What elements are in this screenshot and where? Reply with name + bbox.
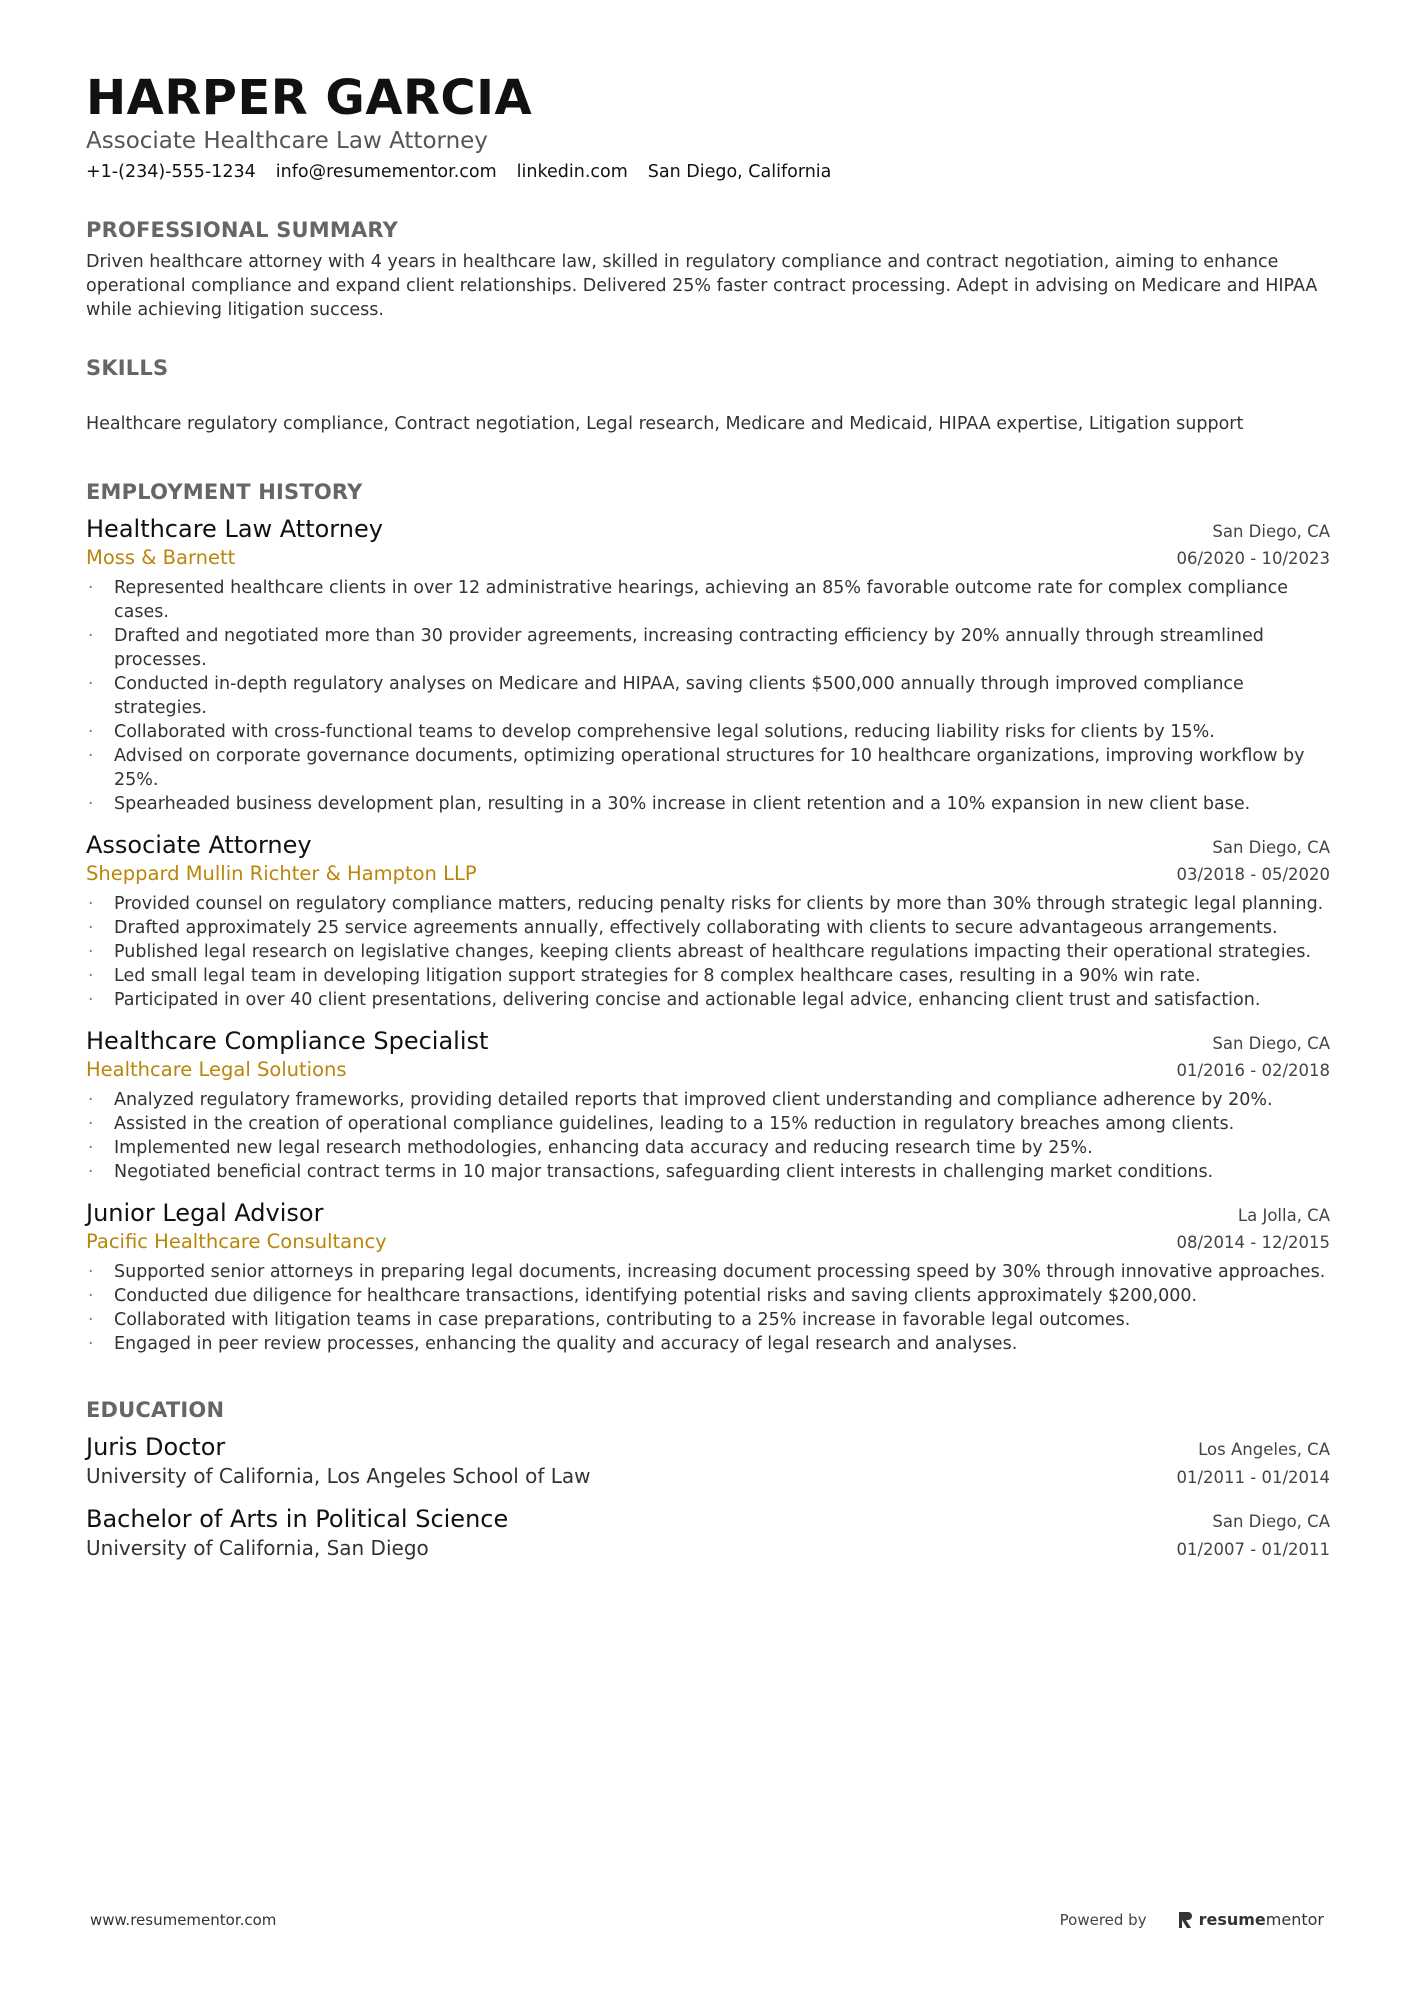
edu-header-row xyxy=(86,1504,1330,1534)
job-bullet: · Implemented new legal research methodologies, enhancing data accuracy and reducing research time by 25%. xyxy=(86,1136,1330,1160)
job-bullets xyxy=(86,892,1330,1012)
job-company: Pacific Healthcare Consultancy xyxy=(86,1230,387,1253)
job-company: Moss & Barnett xyxy=(86,546,236,569)
edu-dates: 01/2011 - 01/2014 xyxy=(1176,1468,1330,1487)
edu-location: San Diego, CA xyxy=(1212,1512,1330,1531)
candidate-name: HARPER GARCIA xyxy=(86,70,533,126)
job-bullet: · Supported senior attorneys in preparing legal documents, increasing document processing speed by 30% through innovative approaches. xyxy=(86,1260,1330,1284)
job-dates: 06/2020 - 10/2023 xyxy=(1176,549,1330,568)
job-location: San Diego, CA xyxy=(1212,522,1330,541)
job-bullet: · Engaged in peer review processes, enhancing the quality and accuracy of legal research and analyses. xyxy=(86,1332,1330,1356)
resumementor-logo-icon xyxy=(1177,1911,1193,1929)
contact-line xyxy=(86,160,1330,184)
jobs-list xyxy=(86,514,1330,1356)
skills-text: Healthcare regulatory compliance, Contract negotiation, Legal research, Medicare and Medicaid, HIPAA expertise, Litigation support xyxy=(86,414,1244,434)
resume-header xyxy=(86,70,1330,184)
contact-phone: +1-(234)-555-1234 xyxy=(86,162,256,182)
summary-section xyxy=(86,216,1330,322)
contact-linkedin[interactable]: linkedin.com xyxy=(516,162,628,182)
job-bullet: · Provided counsel on regulatory compliance matters, reducing penalty risks for clients by more than 30% through strategic legal planning. xyxy=(86,892,1330,916)
edu-school-row xyxy=(86,1462,1330,1490)
job-bullets xyxy=(86,576,1330,816)
job-company-row xyxy=(86,1056,1330,1084)
job-bullets xyxy=(86,1088,1330,1184)
brand-name-light: mentor xyxy=(1265,1910,1324,1929)
job-company-row xyxy=(86,860,1330,888)
section-title-skills: SKILLS xyxy=(86,356,169,380)
brand-logo[interactable] xyxy=(1177,1910,1324,1929)
brand-name-bold: resume xyxy=(1198,1910,1266,1929)
job-bullets xyxy=(86,1260,1330,1356)
job-header-row xyxy=(86,514,1330,544)
page-footer xyxy=(90,1910,1324,1929)
education-section xyxy=(86,1396,1330,1562)
education-entry xyxy=(86,1504,1330,1562)
candidate-title: Associate Healthcare Law Attorney xyxy=(86,128,488,154)
job-bullet: · Collaborated with cross-functional teams to develop comprehensive legal solutions, reducing liability risks for clients by 15%. xyxy=(86,720,1330,744)
edu-header-row xyxy=(86,1432,1330,1462)
job-title: Healthcare Compliance Specialist xyxy=(86,1027,489,1055)
edu-degree: Bachelor of Arts in Political Science xyxy=(86,1505,509,1533)
job-company-row xyxy=(86,544,1330,572)
job-company: Sheppard Mullin Richter & Hampton LLP xyxy=(86,862,477,885)
job-bullet: · Represented healthcare clients in over 12 administrative hearings, achieving an 85% favorable outcome rate for complex compliance cases. xyxy=(86,576,1330,624)
job-title: Healthcare Law Attorney xyxy=(86,515,383,543)
job-dates: 01/2016 - 02/2018 xyxy=(1176,1061,1330,1080)
job-dates: 03/2018 - 05/2020 xyxy=(1176,865,1330,884)
job-bullet: · Collaborated with litigation teams in case preparations, contributing to a 25% increase in favorable legal outcomes. xyxy=(86,1308,1330,1332)
job-location: San Diego, CA xyxy=(1212,838,1330,857)
education-list xyxy=(86,1432,1330,1562)
footer-website[interactable]: www.resumementor.com xyxy=(90,1910,277,1929)
job-entry xyxy=(86,1026,1330,1184)
job-bullet: · Spearheaded business development plan, resulting in a 30% increase in client retention and a 10% expansion in new client base. xyxy=(86,792,1330,816)
job-company-row xyxy=(86,1228,1330,1256)
edu-school: University of California, Los Angeles School of Law xyxy=(86,1464,591,1488)
powered-by-label: Powered by xyxy=(1059,1910,1147,1929)
job-bullet: · Drafted and negotiated more than 30 provider agreements, increasing contracting efficiency by 20% annually through streamlined processes. xyxy=(86,624,1330,672)
job-bullet: · Assisted in the creation of operational compliance guidelines, leading to a 15% reduction in regulatory breaches among clients. xyxy=(86,1112,1330,1136)
job-location: San Diego, CA xyxy=(1212,1034,1330,1053)
edu-location: Los Angeles, CA xyxy=(1198,1440,1330,1459)
job-bullet: · Negotiated beneficial contract terms in 10 major transactions, safeguarding client interests in challenging market conditions. xyxy=(86,1160,1330,1184)
job-header-row xyxy=(86,1198,1330,1228)
job-entry xyxy=(86,1198,1330,1356)
contact-email[interactable]: info@resumementor.com xyxy=(275,162,497,182)
job-header-row xyxy=(86,830,1330,860)
job-bullet: · Conducted due diligence for healthcare transactions, identifying potential risks and saving clients approximately $200,000. xyxy=(86,1284,1330,1308)
section-title-summary: PROFESSIONAL SUMMARY xyxy=(86,218,399,242)
job-company: Healthcare Legal Solutions xyxy=(86,1058,347,1081)
job-dates: 08/2014 - 12/2015 xyxy=(1176,1233,1330,1252)
employment-section xyxy=(86,478,1330,1356)
job-bullet: · Participated in over 40 client presentations, delivering concise and actionable legal advice, enhancing client trust and satisfaction. xyxy=(86,988,1330,1012)
skills-section xyxy=(86,354,1330,436)
resume-page xyxy=(86,70,1330,1562)
job-title: Junior Legal Advisor xyxy=(86,1199,324,1227)
job-bullet: · Published legal research on legislative changes, keeping clients abreast of healthcare regulations impacting their operational strategies. xyxy=(86,940,1330,964)
job-bullet: · Analyzed regulatory frameworks, providing detailed reports that improved client understanding and compliance adherence by 20%. xyxy=(86,1088,1330,1112)
job-entry xyxy=(86,830,1330,1012)
job-bullet: · Led small legal team in developing litigation support strategies for 8 complex healthcare cases, resulting in a 90% win rate. xyxy=(86,964,1330,988)
edu-school: University of California, San Diego xyxy=(86,1536,429,1560)
job-entry xyxy=(86,514,1330,816)
contact-location: San Diego, California xyxy=(647,162,832,182)
job-location: La Jolla, CA xyxy=(1237,1206,1330,1225)
job-header-row xyxy=(86,1026,1330,1056)
section-title-employment: EMPLOYMENT HISTORY xyxy=(86,480,363,504)
job-bullet: · Drafted approximately 25 service agreements annually, effectively collaborating with clients to secure advantageous arrangements. xyxy=(86,916,1330,940)
job-bullet: · Advised on corporate governance documents, optimizing operational structures for 10 healthcare organizations, improving workflow by 25%. xyxy=(86,744,1330,792)
footer-branding xyxy=(1060,1910,1324,1929)
edu-degree: Juris Doctor xyxy=(86,1433,226,1461)
job-title: Associate Attorney xyxy=(86,831,312,859)
section-title-education: EDUCATION xyxy=(86,1398,225,1422)
education-entry xyxy=(86,1432,1330,1490)
edu-school-row xyxy=(86,1534,1330,1562)
edu-dates: 01/2007 - 01/2011 xyxy=(1176,1540,1330,1559)
job-bullet: · Conducted in-depth regulatory analyses on Medicare and HIPAA, saving clients $500,000 annually through improved compliance strategies. xyxy=(86,672,1330,720)
summary-text: Driven healthcare attorney with 4 years in healthcare law, skilled in regulatory compliance and contract negotiation, aiming to enhance operational compliance and expand client relationships. Delivered 25% faster contract processing. Adept in advising on Medicare and HIPAA while achieving litigation success. xyxy=(86,252,1318,320)
